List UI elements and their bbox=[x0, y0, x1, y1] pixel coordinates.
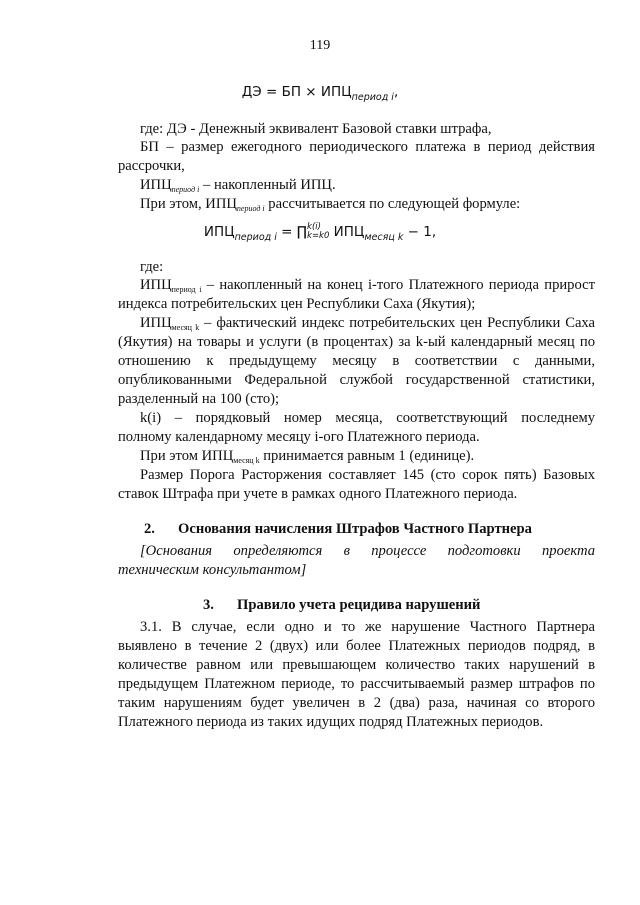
ipc-rest: – накопленный ИПЦ. bbox=[199, 177, 336, 193]
formula-de bbox=[0, 83, 640, 107]
definition-bp-line1: БП – размер ежегодного периодического платежа в период действия bbox=[140, 139, 595, 155]
formula-ipc-limits bbox=[307, 223, 329, 241]
formula-intro bbox=[140, 195, 520, 218]
ipc-month-text: – фактический индекс потребительских цен Республики Саха bbox=[199, 315, 596, 331]
formula-ipc-sub: k=k0 bbox=[307, 231, 330, 241]
formula-intro-sub: период i bbox=[236, 204, 265, 213]
formula-ipc-tail: − 1, bbox=[403, 224, 437, 240]
formula-ipc-eq: = ∏ bbox=[276, 224, 308, 240]
threshold-line1: Размер Порога Расторжения составляет 145 (сто сорок пять) Базовых bbox=[140, 467, 595, 483]
definition-ipc-period-line2: индекса потребительских цен Республики Саха (Якутия); bbox=[118, 296, 476, 312]
eq1-a: При этом ИПЦ bbox=[140, 448, 234, 464]
section-2-title: Основания начисления Штрафов Частного Партнера bbox=[178, 521, 532, 537]
section-2-note-line2 bbox=[118, 561, 306, 579]
ipc-period-sub: период i bbox=[171, 285, 202, 294]
ipc-label: ИПЦ bbox=[140, 177, 172, 193]
rule-3-1-line5: таким нарушениям будет увеличен в 2 (два) раза, начиная со второго bbox=[118, 695, 595, 711]
definition-k-line2: полному календарному месяцу i-ого Платежного периода. bbox=[118, 429, 480, 445]
rule-3-1-line3: количестве равном или превышающем количество таких нарушений в bbox=[118, 657, 595, 673]
definition-bp-line2: рассрочки, bbox=[118, 158, 185, 174]
ipc-month-label: ИПЦ bbox=[140, 315, 172, 331]
ipc-period-text: – накопленный на конец i-того Платежного периода прирост bbox=[201, 277, 595, 293]
eq1-b: принимается равным 1 (единице). bbox=[259, 448, 475, 464]
rule-3-1-line2: выявлено в течение 2 (двух) или более Платежных периодов подряд, в bbox=[118, 638, 595, 654]
formula-ipc bbox=[0, 221, 640, 249]
formula-ipc-lhs-sub: период i bbox=[234, 232, 277, 243]
formula-intro-rest: рассчитывается по следующей формуле: bbox=[264, 196, 521, 212]
rule-3-1-line4: предыдущем Платежном периоде, то рассчитываемый размер штрафов по bbox=[118, 676, 595, 692]
eq1-sub: месяц k bbox=[233, 456, 260, 465]
section-3-number: 3. bbox=[203, 597, 214, 613]
ipc-month-sub: месяц k bbox=[171, 323, 200, 332]
definition-ipc-month-line2: (Якутия) на товары и услуги (в процентах) за k-ый календарный месяц по bbox=[118, 334, 595, 350]
formula-de-trail: , bbox=[393, 84, 399, 100]
formula-ipc-term-sub: месяц k bbox=[364, 232, 404, 243]
definition-ipc-month-line3: отношению к предыдущему месяцу в соответствии с данными, bbox=[118, 353, 595, 369]
formula-ipc-lhs: ИПЦ bbox=[203, 224, 235, 240]
ipc-period-label: ИПЦ bbox=[140, 277, 172, 293]
formula-ipc-term: ИПЦ bbox=[329, 224, 365, 240]
definition-ipc-month-line4: опубликованными Федеральной службой государственной статистики, bbox=[118, 372, 595, 388]
formula-de-sub: период i bbox=[351, 92, 394, 103]
definition-k-line1: k(i) – порядковый номер месяца, соответствующий последнему bbox=[140, 410, 595, 426]
rule-3-1-line6: Платежного периода из таких идущих подряд Платежных периодов. bbox=[118, 714, 544, 730]
rule-3-1-line1: 3.1. В случае, если одно и то же нарушение Частного Партнера bbox=[140, 619, 595, 635]
definition-de: где: ДЭ - Денежный эквивалент Базовой ставки штрафа, bbox=[140, 121, 492, 137]
ipc-sub: период i bbox=[171, 185, 200, 194]
section-3-title: Правило учета рецидива нарушений bbox=[237, 597, 481, 613]
section-2-note-text2: техническим консультантом] bbox=[118, 562, 307, 578]
formula-intro-a: При этом, ИПЦ bbox=[140, 196, 237, 212]
section-2-number: 2. bbox=[144, 521, 155, 537]
section-2-note-line1 bbox=[140, 542, 595, 560]
section-2-note-text: [Основания определяются в процессе подготовки проекта bbox=[140, 543, 595, 559]
definition-ipc-month-line5: разделенный на 100 (сто); bbox=[118, 391, 280, 407]
formula-de-lhs: ДЭ = БП × ИПЦ bbox=[241, 84, 352, 100]
threshold-line2: ставок Штрафа при учете в рамках одного Платежного периода. bbox=[118, 486, 518, 502]
page-number: 119 bbox=[309, 38, 331, 53]
where-label: где: bbox=[140, 259, 164, 275]
formula-ipc-sup: k(i) bbox=[307, 222, 321, 232]
